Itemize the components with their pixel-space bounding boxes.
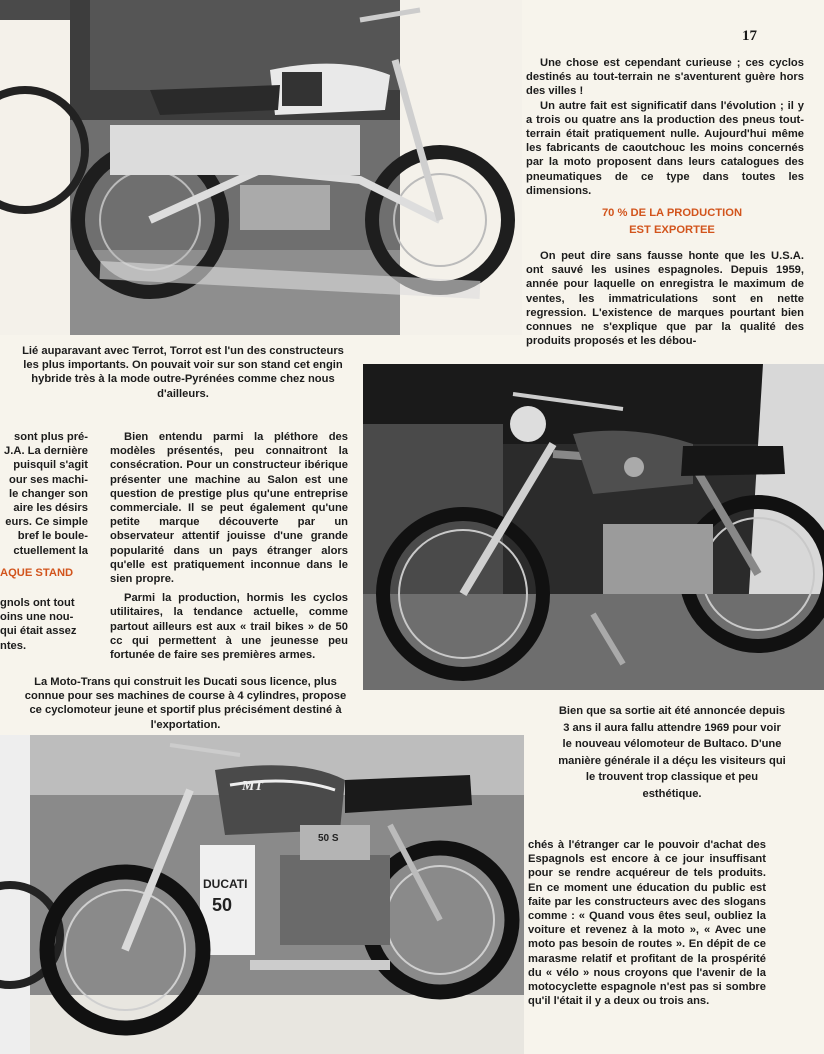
text-line: ntes. [0,639,27,652]
column-right-2 [526,249,804,348]
column-middle [110,430,348,662]
paragraph: Bien entendu parmi la pléthore des modèles présentés, peu connaitront la consécration. Pour un constructeur ibérique présenter une machine au Salon est une question de prestige plus qu'une entreprise commerciale. Il se peut également qu'une petite marque découverte par un observateur attentif jouisse d'une grande popularité dans un pays étranger alors qu'elle est pratiquement inconnue dans le sien propre. [110,431,348,586]
text-line: qui était assez [0,625,77,638]
text-line: gnols ont tout [0,597,75,609]
heading-stand-fragment: AQUE STAND [0,567,74,579]
text-line: puisquil s'agit [13,459,88,472]
text-line: ctuellement la [13,544,88,557]
page-number: 17 [742,28,757,44]
caption-mototrans: La Moto-Trans qui construit les Ducati sous licence, plus connue pour ses machines de course à 4 cylindres, propose ce cyclomoteur jeune et sportif plus précisément destiné à l'exportation. [24,676,347,731]
text-line: J.A. La dernière [4,445,88,458]
text-line: le changer son [9,487,88,500]
caption-bultaco: Bien que sa sortie ait été annoncée depuis 3 ans il aura fallu attendre 1969 pour voir le nouveau vélomoteur de Bultaco. D'une manière générale il a déçu les visiteurs qui le trouvent trop classique et peu esthétique. [558,705,786,800]
heading-line: EST EXPORTEE [629,224,715,236]
paragraph: chés à l'étranger car le pouvoir d'achat des Espagnols est encore à ce jour insuffisant pour se rendre acquéreur de tels produits. En ce moment une éducation du public est faite par les constructeurs avec des slogans comme : « Quand vous êtes seul, oubliez la voiture et revenez à la moto », « Avec une moto pas besoin de routes ». En dépit de ce marasme relatif et profitant de la prospérité du « vélo » nous croyons que l'avenir de la motocyclette espagnole n'est pas si sombre qu'il l'était il y a deux ou trois ans. [528,839,766,1008]
engine-badge: 50 S [318,833,339,844]
column-left-fragment [0,430,88,558]
paragraph: Parmi la production, hormis les cyclos utilitaires, la tendance actuelle, comme partout ailleurs est aux « trail bikes » de 50 cc qui permettent à une jeunesse peu fortunée de faire ses premières armes. [110,592,348,662]
photo-torrot-motorcycle [0,0,522,335]
heading-production [526,205,818,239]
paragraph: Un autre fait est significatif dans l'évolution ; il y a trois ou quatre ans la production des pneus tout-terrain était pratiquement nulle. Aujourd'hui même les fabricants de caoutchouc les moins concernés par la moto proposent dans leurs catalogues des pneumatiques de ce type dans toutes les dimensions. [526,99,804,197]
sign-text: DUCATI [203,877,248,891]
paragraph: Une chose est cependant curieuse ; ces cyclos destinés au tout-terrain ne s'aventurent guère hors des villes ! [526,57,804,98]
text-line: our ses machi- [9,473,88,486]
column-top-right [526,56,804,198]
column-left-fragment-2 [0,596,88,653]
text-line: eurs. Ce simple [5,516,88,529]
sign-sub: 50 [212,895,233,915]
photo-mototrans-cyclomoteur [0,735,524,1054]
text-line: sont plus pré- [14,431,88,443]
photo-bultaco-velomoteur [363,364,824,690]
column-bottom-right [528,838,766,1008]
text-line: bref le boule- [17,530,88,543]
paragraph: On peut dire sans fausse honte que les U.S.A. ont sauvé les usines espagnoles. Depuis 1959, année pour laquelle on enregistra le maximum de ventes, les immatriculations sont en nette regression. L'existence de marques pourtant bien connues ne s'explique que par la qualité des produits proposés et les débou- [526,250,804,348]
caption-torrot: Lié auparavant avec Terrot, Torrot est l'un des constructeurs les plus importants. On pouvait voir sur son stand cet engin hybride très à la mode outre-Pyrénées comme chez nous d'ailleurs. [22,345,344,400]
text-line: oins une nou- [0,611,74,624]
heading-line: 70 % DE LA PRODUCTION [601,207,743,219]
text-line: aire les désirs [13,502,88,515]
tank-logo: MT [242,779,263,794]
